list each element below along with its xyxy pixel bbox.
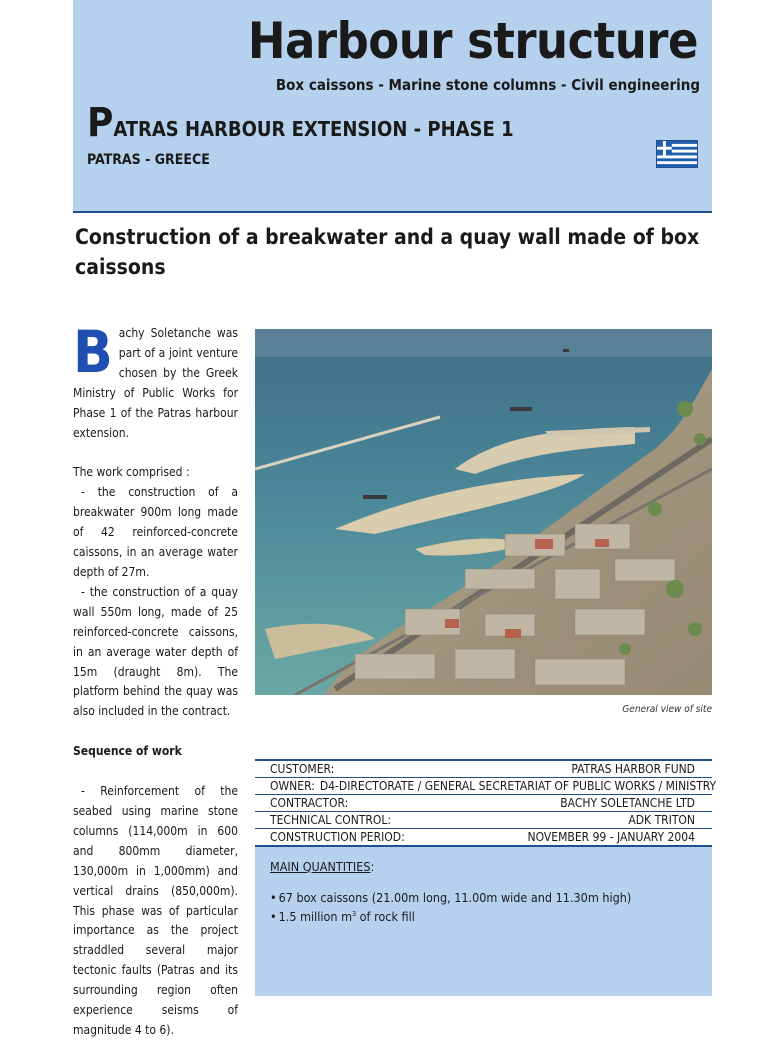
main-quantities-label: MAIN QUANTITIES [270, 859, 371, 874]
info-row-technical-control [255, 812, 712, 829]
main-quantities-colon: : [370, 859, 375, 874]
quantity-item [270, 906, 712, 925]
sequence-text: - Reinforcement of the seabed using marine stone columns (114,000m in 600 and 800mm diameter, 130,000m in 1,000mm) and vertical drains (850,000m). This phase was of particular importance as the project straddled several major tectonic faults (Patras and its surrounding region often experience seisms of magnitude 4 to 6). [73, 784, 238, 1037]
work-paragraph [73, 463, 238, 722]
info-label: CONSTRUCTION PERIOD: [270, 830, 405, 844]
header-band [73, 0, 712, 213]
project-info-box [255, 759, 717, 996]
info-row-contractor [255, 795, 712, 812]
aerial-photo-illustration [255, 329, 712, 695]
work-intro: The work comprised : [73, 465, 190, 480]
info-value: PATRAS HARBOR FUND [571, 762, 695, 776]
project-title [87, 100, 514, 146]
info-row-owner [255, 778, 717, 795]
info-label: CUSTOMER: [270, 762, 335, 776]
info-row-customer [255, 761, 712, 778]
intro-text: achy Soletanche was part of a joint venture chosen by the Greek Ministry of Public Works for Phase 1 of the Patras harbour extension. [73, 326, 238, 440]
cubic-superscript: 3 [352, 910, 357, 918]
info-label: TECHNICAL CONTROL: [270, 813, 392, 827]
info-label: OWNER: [270, 779, 315, 793]
page-title: Harbour structure [247, 12, 698, 70]
intro-paragraph [73, 318, 238, 443]
main-quantities-heading [270, 859, 712, 874]
info-value: BACHY SOLETANCHE LTD [560, 796, 695, 810]
quantity-rock-fill: 1.5 million m [278, 909, 353, 925]
quantities-list [270, 890, 712, 925]
info-value: ADK TRITON [628, 813, 695, 827]
article-headline: Construction of a breakwater and a quay wall made of box caissons [75, 225, 700, 279]
info-value: D4-DIRECTORATE / GENERAL SECRETARIAT OF PUBLIC WORKS / MINISTRY [319, 779, 717, 793]
page-subtitle: Box caissons - Marine stone columns - Civil engineering [275, 76, 700, 94]
drop-cap: B [73, 318, 113, 386]
project-location: PATRAS - GREECE [87, 152, 210, 168]
aerial-site-photo [255, 329, 712, 695]
info-label: CONTRACTOR: [270, 796, 349, 810]
quantity-item [270, 890, 712, 906]
work-item: - the construction of a quay wall 550m long, made of 25 reinforced-concrete caissons, in an average water depth of 15m (draught 8m). The platform behind the quay was also included in the contract. [73, 584, 238, 719]
info-value: NOVEMBER 99 - JANUARY 2004 [527, 830, 695, 844]
project-title-initial: P [87, 100, 114, 146]
work-item: - the construction of a breakwater 900m long made of 42 reinforced-concrete caissons, in an average water depth of 27m. [73, 485, 238, 579]
greece-flag-icon [656, 140, 698, 168]
quantity-caissons: 67 box caissons (21.00m long, 11.00m wide and 11.30m high) [278, 890, 632, 905]
info-row-construction-period [255, 829, 712, 847]
sequence-heading: Sequence of work [73, 744, 182, 759]
body-text-column [73, 318, 238, 1061]
project-title-rest: ATRAS HARBOUR EXTENSION - PHASE 1 [113, 117, 514, 141]
quantity-rock-fill-suffix: of rock fill [356, 909, 415, 925]
photo-caption: General view of site [622, 704, 712, 715]
